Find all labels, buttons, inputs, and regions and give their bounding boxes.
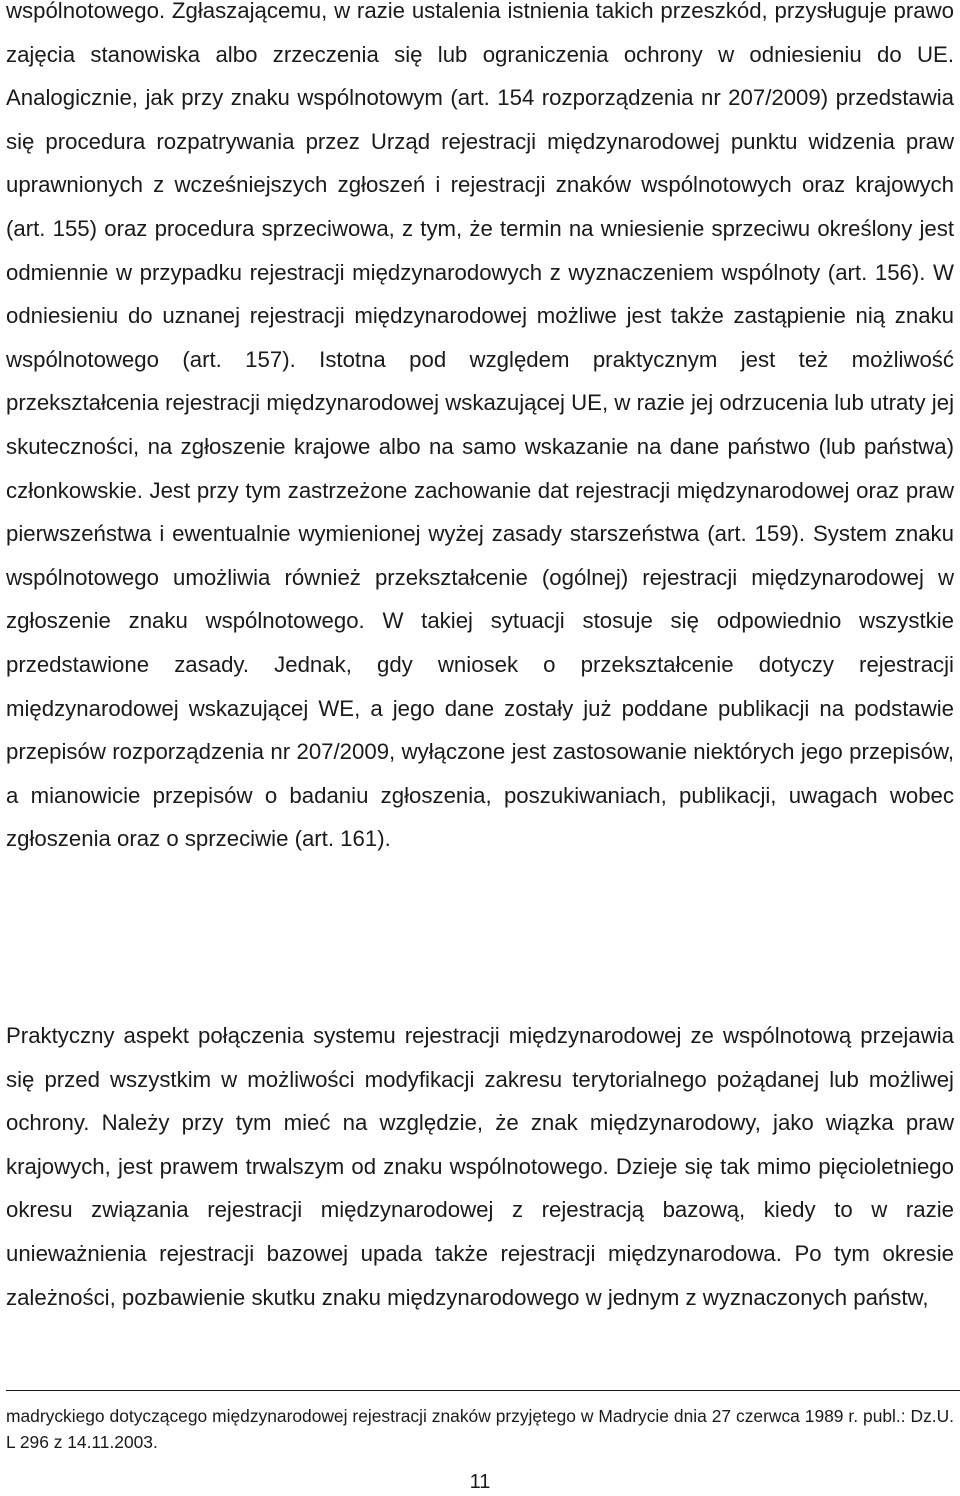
- body-paragraph: Praktyczny aspekt połączenia systemu rejestracji międzynarodowej ze wspólnotową przejawia się przed wszystkim w możliwości modyfikacji zakresu terytorialnego pożądanej lub możliwej ochrony. Należy przy tym mieć na względzie, że znak międzynarodowy, jako wiązka praw krajowych, jest prawem trwalszym od znaku wspólnotowego. Dzieje się tak mimo pięcioletniego okresu związania rejestracji międzynarodowej z rejestracją bazową, kiedy to w razie unieważnienia rejestracji bazowej upada także rejestracji międzynarodowa. Po tym okresie zależności, pozbawienie skutku znaku międzynarodowego w jednym z wyznaczonych państw,: [6, 1023, 954, 1310]
- body-paragraph: wspólnotowego. Zgłaszającemu, w razie ustalenia istnienia takich przeszkód, przysługuje prawo zajęcia stanowiska albo zrzeczenia się lub ograniczenia ochrony w odniesieniu do UE. Analogicznie, jak przy znaku wspólnotowym (art. 154 rozporządzenia nr 207/2009) przedstawia się procedura rozpatrywania przez Urząd rejestracji międzynarodowej punktu widzenia praw uprawnionych z wcześniejszych zgłoszeń i rejestracji znaków wspólnotowych oraz krajowych (art. 155) oraz procedura sprzeciwowa, z tym, że termin na wniesienie sprzeciwu określony jest odmiennie w przypadku rejestracji międzynarodowych z wyznaczeniem wspólnoty (art. 156). W odniesieniu do uznanej rejestracji międzynarodowej możliwe jest także zastąpienie nią znaku wspólnotowego (art. 157). Istotna pod względem praktycznym jest też możliwość przekształcenia rejestracji międzynarodowej wskazującej UE, w razie jej odrzucenia lub utraty jej skuteczności, na zgłoszenie krajowe albo na samo wskazanie na dane państwo (lub państwa) członkowskie. Jest przy tym zastrzeżone zachowanie dat rejestracji międzynarodowej oraz praw pierwszeństwa i ewentualnie wymienionej wyżej zasady starszeństwa (art. 159). System znaku wspólnotowego umożliwia również przekształcenie (ogólnej) rejestracji międzynarodowej w zgłoszenie znaku wspólnotowego. W takiej sytuacji stosuje się odpowiednio wszystkie przedstawione zasady. Jednak, gdy wniosek o przekształcenie dotyczy rejestracji międzynarodowej wskazującej WE, a jego dane zostały już poddane publikacji na podstawie przepisów rozporządzenia nr 207/2009, wyłączone jest zastosowanie niektórych jego przepisów, a mianowicie przepisów o badaniu zgłoszenia, poszukiwaniach, publikacji, uwagach wobec zgłoszenia oraz o sprzeciwie (art. 161).: [6, 0, 954, 852]
- footnote-text: madryckiego dotyczącego międzynarodowej rejestracji znaków przyjętego w Madrycie dnia 27 czerwca 1989 r. publ.: Dz.U. L 296 z 14.11.2003.: [6, 1406, 954, 1452]
- page-number: 11: [469, 1471, 491, 1493]
- footnote-separator: [6, 1390, 960, 1391]
